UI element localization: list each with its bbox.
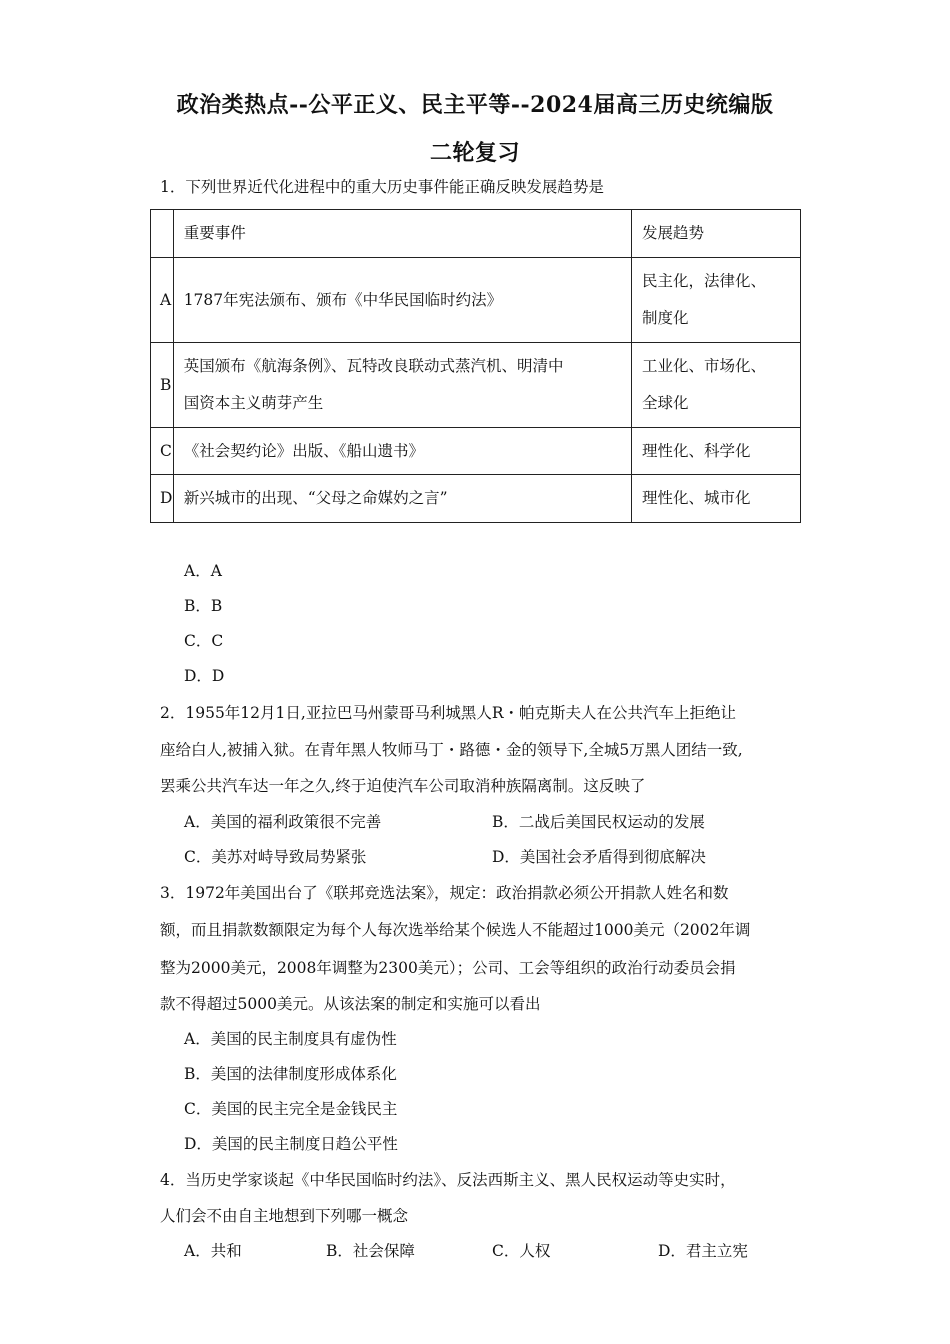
row-event-line: 国资本主义萌芽产生 [183, 394, 324, 412]
row-trend-line: 理性化、城市化 [642, 489, 751, 507]
q3-stem-line: 额，而且捐款数额限定为每个人每次选举给某个候选人不能超过1000美元（2002年调 [160, 921, 751, 939]
table-row [151, 475, 801, 523]
row-trend-line: 民主化，法律化、 [642, 272, 767, 290]
q3-option-d[interactable]: D．美国的民主制度日趋公平性 [184, 1135, 398, 1153]
table-header-trend: 发展趋势 [632, 210, 801, 258]
table-header-key [151, 210, 174, 258]
q2-stem-line: 罢乘公共汽车达一年之久,终于迫使汽车公司取消种族隔离制。这反映了 [160, 777, 646, 795]
row-trend-line: 全球化 [642, 394, 689, 412]
q3-option-b[interactable]: B．美国的法律制度形成体系化 [184, 1065, 397, 1083]
row-trend [632, 475, 801, 523]
row-event-line: 1787年宪法颁布、颁布《中华民国临时约法》 [183, 290, 503, 309]
q2-stem-line: 2．1955年12月1日,亚拉巴马州蒙哥马利城黑人R・帕克斯夫人在公共汽车上拒绝让 [160, 704, 736, 722]
q1-stem: 1．下列世界近代化进程中的重大历史事件能正确反映发展趋势是 [160, 178, 604, 196]
row-event [173, 475, 631, 523]
row-key: D [151, 475, 174, 523]
q1-option-b[interactable]: B．B [184, 597, 223, 615]
table-header-row [151, 210, 801, 258]
q4-option-a[interactable]: A．共和 [184, 1242, 242, 1260]
q3-option-a[interactable]: A．美国的民主制度具有虚伪性 [184, 1030, 397, 1048]
page-subtitle: 二轮复习 [429, 140, 520, 166]
row-trend-line: 制度化 [642, 309, 689, 327]
q2-stem-line: 座给白人,被捕入狱。在青年黑人牧师马丁・路德・金的领导下,全城5万黑人团结一致, [160, 741, 743, 759]
row-event [173, 258, 631, 343]
row-key: B [151, 343, 174, 428]
row-key: C [151, 428, 174, 475]
q4-option-c[interactable]: C．人权 [492, 1242, 551, 1260]
q4-option-d[interactable]: D．君主立宪 [658, 1242, 748, 1260]
row-trend [632, 428, 801, 475]
q2-option-b[interactable]: B．二战后美国民权运动的发展 [492, 813, 705, 831]
row-event [173, 428, 631, 475]
q4-stem-line: 人们会不由自主地想到下列哪一概念 [160, 1207, 409, 1225]
q1-table [150, 209, 801, 523]
q4-option-b[interactable]: B．社会保障 [326, 1242, 415, 1260]
q3-option-c[interactable]: C．美国的民主完全是金钱民主 [184, 1100, 398, 1118]
table-row [151, 428, 801, 475]
table-row [151, 343, 801, 428]
row-event-line: 新兴城市的出现、“父母之命媒妁之言” [183, 489, 448, 507]
q3-stem-line: 款不得超过5000美元。从该法案的制定和实施可以看出 [160, 995, 541, 1013]
q1-option-d[interactable]: D．D [184, 667, 225, 685]
q3-stem-line: 3．1972年美国出台了《联邦竞选法案》，规定：政治捐款必须公开捐款人姓名和数 [160, 884, 729, 902]
q4-stem-line: 4．当历史学家谈起《中华民国临时约法》、反法西斯主义、黑人民权运动等史实时， [160, 1171, 736, 1189]
row-trend-line: 理性化、科学化 [642, 441, 751, 460]
row-event-line: 英国颁布《航海条例》、瓦特改良联动式蒸汽机、明清中 [183, 357, 564, 375]
row-key: A [151, 258, 174, 343]
q2-option-c[interactable]: C．美苏对峙导致局势紧张 [184, 848, 367, 866]
table-header-event: 重要事件 [173, 210, 631, 258]
row-event [173, 343, 631, 428]
row-trend-line: 工业化、市场化、 [642, 357, 767, 375]
q2-option-a[interactable]: A．美国的福利政策很不完善 [184, 813, 382, 831]
q3-stem-line: 整为2000美元，2008年调整为2300美元）；公司、工会等组织的政治行动委员会捐 [160, 959, 736, 977]
row-event-line: 《社会契约论》出版、《船山遗书》 [183, 441, 424, 460]
table-row [151, 258, 801, 343]
q2-option-d[interactable]: D．美国社会矛盾得到彻底解决 [492, 848, 706, 866]
row-trend [632, 343, 801, 428]
row-trend [632, 258, 801, 343]
q1-option-a[interactable]: A．A [184, 562, 222, 580]
q1-option-c[interactable]: C．C [184, 632, 224, 650]
page-title: 政治类热点--公平正义、民主平等--2024届高三历史统编版 [176, 92, 774, 118]
